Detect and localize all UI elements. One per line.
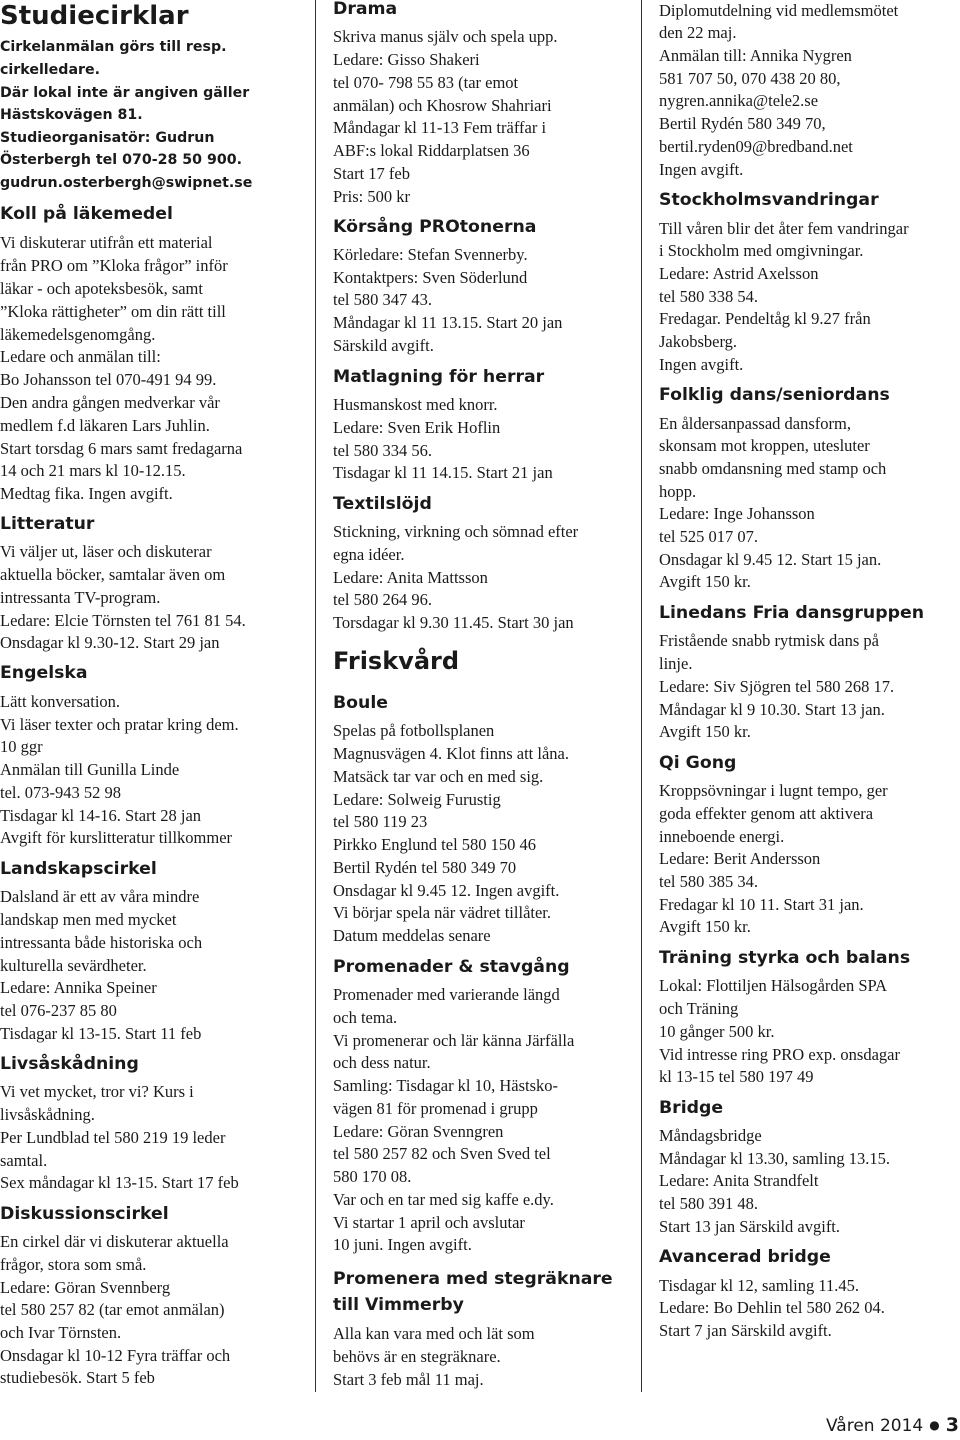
text-line: Pris: 500 kr: [333, 187, 411, 206]
text-line: anmälan) och Khosrow Shahriari: [333, 96, 552, 115]
text-line: från PRO om ”Kloka frågor” inför: [0, 256, 228, 275]
intro-text: gudrun.osterbergh@swipnet.se: [0, 175, 253, 191]
text-line: aktuella böcker, samtalar även om: [0, 565, 226, 584]
issue-label: Våren 2014: [826, 1416, 924, 1436]
text-line: 10 ggr: [0, 737, 43, 756]
text-line: Ledare: Berit Andersson: [659, 849, 821, 868]
text-line: tel 580 257 82 (tar emot anmälan): [0, 1300, 225, 1319]
text-line: bertil.ryden09@bredband.net: [659, 137, 853, 156]
text-line: kl 13-15 tel 580 197 49: [659, 1067, 814, 1086]
text-line: Vid intresse ring PRO exp. onsdagar: [659, 1045, 900, 1064]
text-line: Ledare: Annika Speiner: [0, 978, 157, 997]
section-heading: Livsåskådning: [0, 1054, 139, 1074]
text-line: Pirkko Englund tel 580 150 46: [333, 835, 537, 854]
text-line: 14 och 21 mars kl 10-12.15.: [0, 461, 186, 480]
text-line: 580 170 08.: [333, 1167, 412, 1186]
page-number: 3: [945, 1414, 959, 1436]
section-heading: Linedans Fria dansgruppen: [659, 603, 924, 623]
text-line: Datum meddelas senare: [333, 926, 491, 945]
intro-text: Där lokal inte är angiven gäller: [0, 85, 250, 101]
section-heading: Körsång PROtonerna: [333, 217, 537, 237]
text-line: Start 3 feb mål 11 maj.: [333, 1370, 484, 1389]
section-heading: Boule: [333, 693, 388, 713]
text-line: Måndagar kl 13.30, samling 13.15.: [659, 1149, 890, 1168]
text-line: Bertil Rydén 580 349 70,: [659, 114, 826, 133]
section-heading: Träning styrka och balans: [659, 948, 911, 968]
text-line: Tisdagar kl 14-16. Start 28 jan: [0, 806, 202, 825]
section-heading: Landskapscirkel: [0, 859, 157, 879]
text-line: Ledare: Anita Strandfelt: [659, 1171, 819, 1190]
text-line: nygren.annika@tele2.se: [659, 91, 819, 110]
text-line: Start 17 feb: [333, 164, 410, 183]
text-line: Onsdagar kl 9.30-12. Start 29 jan: [0, 633, 220, 652]
text-line: medlem f.d läkaren Lars Juhlin.: [0, 416, 210, 435]
text-line: tel 580 119 23: [333, 812, 428, 831]
section-heading: Promenader & stavgång: [333, 957, 570, 977]
text-line: Sex måndagar kl 13-15. Start 17 feb: [0, 1173, 239, 1192]
text-line: Ledare: Elcie Törnsten tel 761 81 54.: [0, 611, 246, 630]
text-line: Tisdagar kl 11 14.15. Start 21 jan: [333, 463, 553, 482]
text-line: Start 13 jan Särskild avgift.: [659, 1217, 841, 1236]
text-line: Anmälan till Gunilla Linde: [0, 760, 180, 779]
section-heading: Friskvård: [333, 647, 460, 675]
text-line: Särskild avgift.: [333, 336, 434, 355]
text-line: Ledare: Inge Johansson: [659, 504, 815, 523]
text-line: Lokal: Flottiljen Hälsogården SPA: [659, 976, 888, 995]
text-line: tel 525 017 07.: [659, 527, 758, 546]
text-line: Måndagar kl 11 13.15. Start 20 jan: [333, 313, 563, 332]
text-line: tel 580 257 82 och Sven Sved tel: [333, 1144, 551, 1163]
text-line: snabb omdansning med stamp och: [659, 459, 887, 478]
text-line: Ledare: Göran Svennberg: [0, 1278, 171, 1297]
text-line: Tisdagar kl 12, samling 11.45.: [659, 1276, 859, 1295]
text-line: tel 580 347 43.: [333, 290, 432, 309]
text-line: Bertil Rydén tel 580 349 70: [333, 858, 517, 877]
text-line: Körledare: Stefan Svennerby.: [333, 245, 528, 264]
section-heading: Engelska: [0, 663, 88, 683]
bullet-icon: ●: [929, 1418, 940, 1432]
text-line: Ingen avgift.: [659, 160, 744, 179]
text-line: samtal.: [0, 1151, 48, 1170]
text-line: Vi läser texter och pratar kring dem.: [0, 715, 239, 734]
text-line: tel 580 391 48.: [659, 1194, 758, 1213]
intro-text: Österbergh tel 070-28 50 900.: [0, 152, 242, 168]
section-heading: Avancerad bridge: [659, 1247, 831, 1267]
text-line: Dalsland är ett av våra mindre: [0, 887, 200, 906]
text-line: Måndagar kl 11-13 Fem träffar i: [333, 118, 547, 137]
section-heading: till Vimmerby: [333, 1295, 464, 1315]
section-heading: Textilslöjd: [333, 494, 432, 514]
section-heading: Qi Gong: [659, 753, 737, 773]
section-heading: Folklig dans/seniordans: [659, 385, 890, 405]
text-line: och Träning: [659, 999, 739, 1018]
text-line: Den andra gången medverkar vår: [0, 393, 220, 412]
text-line: den 22 maj.: [659, 23, 737, 42]
text-line: frågor, stora som små.: [0, 1255, 147, 1274]
text-line: Ledare: Bo Dehlin tel 580 262 04.: [659, 1298, 885, 1317]
section-heading: Bridge: [659, 1098, 724, 1118]
text-line: och dess natur.: [333, 1053, 431, 1072]
text-line: egna idéer.: [333, 545, 405, 564]
text-line: En åldersanpassad dansform,: [659, 414, 851, 433]
text-line: Måndagsbridge: [659, 1126, 762, 1145]
text-line: Per Lundblad tel 580 219 19 leder: [0, 1128, 226, 1147]
text-line: Ledare: Gisso Shakeri: [333, 50, 480, 69]
text-line: och tema.: [333, 1008, 398, 1027]
text-line: Kroppsövningar i lugnt tempo, ger: [659, 781, 888, 800]
text-line: ”Kloka rättigheter” om din rätt till: [0, 302, 226, 321]
text-line: Ledare: Siv Sjögren tel 580 268 17.: [659, 677, 895, 696]
text-line: Vi promenerar och lär känna Järfälla: [333, 1031, 575, 1050]
text-line: 581 707 50, 070 438 20 80,: [659, 69, 841, 88]
intro-text: Cirkelanmälan görs till resp.: [0, 39, 227, 55]
section-heading: Stockholmsvandringar: [659, 190, 879, 210]
text-line: Ingen avgift.: [659, 355, 744, 374]
text-line: Avgift 150 kr.: [659, 722, 751, 741]
text-line: läkar - och apoteksbesök, samt: [0, 279, 203, 298]
section-heading: Drama: [333, 0, 398, 19]
text-line: Alla kan vara med och lät som: [333, 1324, 535, 1343]
column-divider: [315, 0, 316, 1392]
text-line: Fristående snabb rytmisk dans på: [659, 631, 879, 650]
text-line: intressanta TV-program.: [0, 588, 161, 607]
text-line: Avgift 150 kr.: [659, 917, 751, 936]
text-line: Kontaktpers: Sven Söderlund: [333, 268, 528, 287]
text-line: Vi diskuterar utifrån ett material: [0, 233, 213, 252]
text-line: Avgift för kurslitteratur tillkommer: [0, 828, 233, 847]
intro-text: Hästskovägen 81.: [0, 107, 143, 123]
text-line: Tisdagar kl 13-15. Start 11 feb: [0, 1024, 202, 1043]
text-line: Start 7 jan Särskild avgift.: [659, 1321, 832, 1340]
text-line: tel 070- 798 55 83 (tar emot: [333, 73, 519, 92]
text-line: Onsdagar kl 10-12 Fyra träffar och: [0, 1346, 231, 1365]
text-line: Var och en tar med sig kaffe e.dy.: [333, 1190, 554, 1209]
text-line: Ledare: Sven Erik Hoflin: [333, 418, 501, 437]
text-line: intressanta både historiska och: [0, 933, 203, 952]
text-line: Ledare: Anita Mattsson: [333, 568, 488, 587]
text-line: Medtag fika. Ingen avgift.: [0, 484, 173, 503]
text-line: i Stockholm med omgivningar.: [659, 241, 864, 260]
text-line: Ledare och anmälan till:: [0, 347, 161, 366]
text-line: Onsdagar kl 9.45 12. Ingen avgift.: [333, 881, 560, 900]
text-line: tel 076-237 85 80: [0, 1001, 117, 1020]
text-line: Magnusvägen 4. Klot finns att låna.: [333, 744, 569, 763]
text-line: Avgift 150 kr.: [659, 572, 751, 591]
text-line: 10 juni. Ingen avgift.: [333, 1235, 472, 1254]
text-line: En cirkel där vi diskuterar aktuella: [0, 1232, 229, 1251]
text-line: Vi vet mycket, tror vi? Kurs i: [0, 1082, 194, 1101]
text-line: Ledare: Astrid Axelsson: [659, 264, 819, 283]
text-line: landskap men med mycket: [0, 910, 177, 929]
section-heading: Promenera med stegräknare: [333, 1269, 613, 1289]
text-line: skonsam mot kroppen, utesluter: [659, 436, 870, 455]
text-line: inneboende energi.: [659, 827, 785, 846]
text-line: tel 580 264 96.: [333, 590, 432, 609]
text-line: Fredagar kl 10 11. Start 31 jan.: [659, 895, 864, 914]
text-line: Till våren blir det åter fem vandringar: [659, 219, 909, 238]
section-heading: Studiecirklar: [0, 1, 189, 31]
text-line: Jakobsberg.: [659, 332, 738, 351]
text-line: Anmälan till: Annika Nygren: [659, 46, 852, 65]
text-line: Fredagar. Pendeltåg kl 9.27 från: [659, 309, 871, 328]
text-line: vägen 81 för promenad i grupp: [333, 1099, 538, 1118]
text-line: hopp.: [659, 482, 697, 501]
text-line: Matsäck tar var och en med sig.: [333, 767, 544, 786]
text-line: Diplomutdelning vid medlemsmötet: [659, 1, 899, 20]
text-line: 10 gånger 500 kr.: [659, 1022, 775, 1041]
text-line: tel 580 338 54.: [659, 287, 758, 306]
text-line: Vi väljer ut, läser och diskuterar: [0, 542, 212, 561]
section-heading: Diskussionscirkel: [0, 1204, 169, 1224]
text-line: och Ivar Törnsten.: [0, 1323, 122, 1342]
column-divider: [641, 0, 642, 1392]
text-line: läkemedelsgenomgång.: [0, 325, 156, 344]
section-heading: Litteratur: [0, 514, 95, 534]
text-line: Lätt konversation.: [0, 692, 121, 711]
section-heading: Matlagning för herrar: [333, 367, 545, 387]
text-line: Torsdagar kl 9.30 11.45. Start 30 jan: [333, 613, 574, 632]
intro-text: Studieorganisatör: Gudrun: [0, 130, 215, 146]
section-heading: Koll på läkemedel: [0, 204, 173, 224]
text-line: Spelas på fotbollsplanen: [333, 721, 495, 740]
text-line: livsåskådning.: [0, 1105, 95, 1124]
text-line: tel. 073-943 52 98: [0, 783, 121, 802]
text-line: Måndagar kl 9 10.30. Start 13 jan.: [659, 700, 885, 719]
text-line: linje.: [659, 654, 693, 673]
text-line: ABF:s lokal Riddarplatsen 36: [333, 141, 530, 160]
text-line: studiebesök. Start 5 feb: [0, 1368, 155, 1387]
text-line: tel 580 334 56.: [333, 441, 432, 460]
text-line: Start torsdag 6 mars samt fredagarna: [0, 439, 243, 458]
text-line: Onsdagar kl 9.45 12. Start 15 jan.: [659, 550, 882, 569]
text-line: Husmanskost med knorr.: [333, 395, 498, 414]
text-line: kulturella sevärdheter.: [0, 956, 147, 975]
page-footer: [826, 1414, 959, 1436]
text-line: Promenader med varierande längd: [333, 985, 560, 1004]
intro-text: cirkelledare.: [0, 62, 101, 78]
text-line: behövs är en stegräknare.: [333, 1347, 501, 1366]
text-line: Vi startar 1 april och avslutar: [333, 1213, 525, 1232]
text-line: Samling: Tisdagar kl 10, Hästsko-: [333, 1076, 559, 1095]
text-line: goda effekter genom att aktivera: [659, 804, 874, 823]
text-line: Ledare: Göran Svenngren: [333, 1122, 504, 1141]
text-line: Skriva manus själv och spela upp.: [333, 27, 558, 46]
text-line: Ledare: Solweig Furustig: [333, 790, 501, 809]
text-line: Stickning, virkning och sömnad efter: [333, 522, 579, 541]
text-line: tel 580 385 34.: [659, 872, 758, 891]
text-line: Vi börjar spela när vädret tillåter.: [333, 903, 552, 922]
text-line: Bo Johansson tel 070-491 94 99.: [0, 370, 217, 389]
